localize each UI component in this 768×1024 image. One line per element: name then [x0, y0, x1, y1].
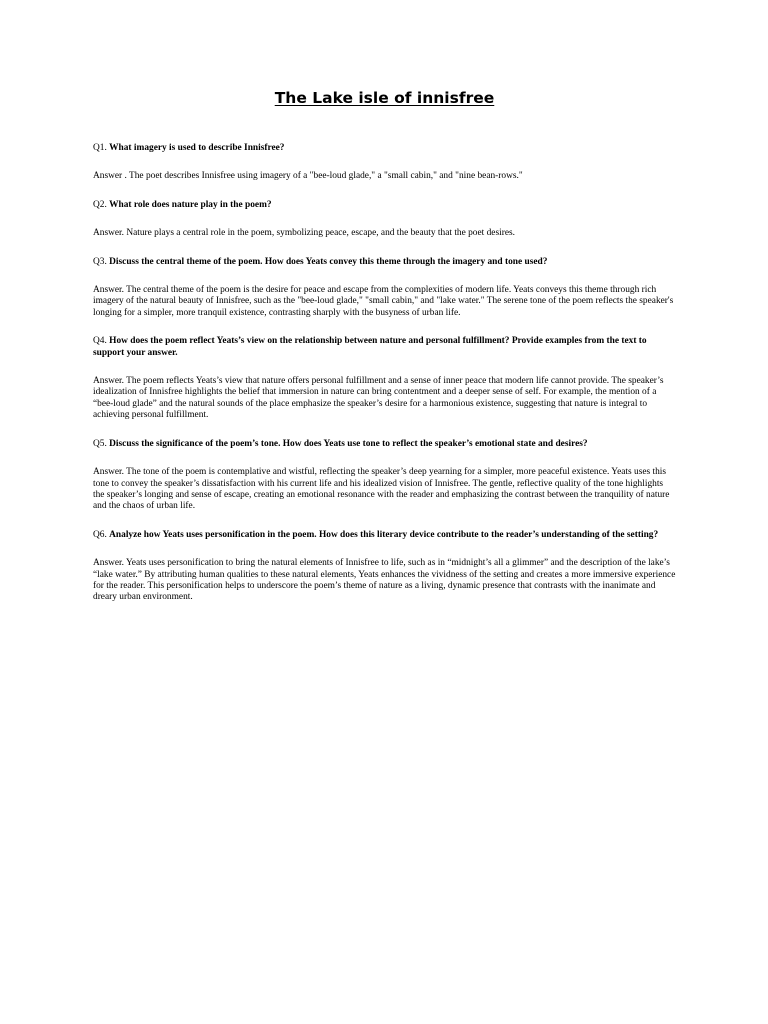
question — [93, 530, 676, 541]
qa-item-3 — [93, 257, 676, 320]
question-number: Q4. — [93, 336, 107, 347]
question — [93, 257, 676, 268]
answer-text: Answer. The poem reflects Yeats’s view that nature offers personal fulfillment and a sense of inner peace that modern life cannot provide. The speaker’s idealization of Innisfree highlights the belief that immersion in nature can bring contentment and a deeper sense of self. For example, the mention of a “bee-loud glade” and the natural sounds of the place emphasize the speaker’s desire for a harmonious existence, suggesting that nature is integral to achieving personal fulfillment. — [93, 376, 664, 421]
document-title — [93, 88, 676, 108]
question-text: What imagery is used to describe Innisfree? — [109, 143, 285, 153]
answer-text: Answer . The poet describes Innisfree using imagery of a "bee-loud glade," a "small cabin," and "nine bean-rows." — [93, 171, 523, 182]
qa-item-5 — [93, 439, 676, 513]
question-text: How does the poem reflect Yeats’s view on the relationship between nature and personal fulfillment? Provide examples from the text to support your answer. — [93, 336, 647, 358]
question-text: Discuss the significance of the poem’s tone. How does Yeats use tone to reflect the speaker’s emotional state and desires? — [109, 438, 588, 449]
question-text: What role does nature play in the poem? — [109, 199, 272, 210]
question — [93, 200, 676, 211]
question — [93, 143, 676, 154]
title-text: The Lake isle of innisfree — [274, 89, 495, 107]
qa-item-1 — [93, 143, 676, 183]
question-number: Q6. — [93, 529, 107, 540]
question-number: Q5. — [93, 438, 107, 449]
question — [93, 439, 676, 450]
question-number: Q2. — [93, 199, 107, 210]
question-number: Q3. — [93, 256, 107, 267]
question-number: Q1. — [93, 143, 107, 153]
qa-item-2 — [93, 200, 676, 240]
document-page — [93, 88, 676, 621]
qa-item-4 — [93, 336, 676, 421]
question — [93, 336, 676, 359]
question-text: Analyze how Yeats uses personification in the poem. How does this literary device contribute to the reader’s understanding of the setting? — [109, 529, 659, 540]
qa-item-6 — [93, 530, 676, 604]
answer-text: Answer. Nature plays a central role in the poem, symbolizing peace, escape, and the beauty that the poet desires. — [93, 228, 515, 239]
answer-text: Answer. The tone of the poem is contemplative and wistful, reflecting the speaker’s deep yearning for a simpler, more peaceful existence. Yeats uses this tone to convey the speaker’s dissatisfaction with his current life and his idealized vision of Innisfree. The gentle, reflective quality of the tone highlights the speaker’s longing and sense of escape, creating an emotional resonance with the reader and emphasizing the contrast between the tranquility of nature and the chaos of urban life. — [93, 467, 670, 512]
answer-text: Answer. Yeats uses personification to bring the natural elements of Innisfree to life, such as in “midnight’s all a glimmer” and the description of the lake’s “lake water.” By attributing human qualities to these natural elements, Yeats enhances the vividness of the setting and creates a more immersive experience for the reader. This personification helps to underscore the poem’s theme of nature as a living, dynamic presence that contrasts with the inanimate and dreary urban environment. — [93, 558, 676, 603]
answer-text: Answer. The central theme of the poem is the desire for peace and escape from the complexities of modern life. Yeats conveys this theme through rich imagery of the natural beauty of Innisfree, such as the "bee-loud glade," "small cabin," and "lake water." The serene tone of the poem reflects the speaker's longing for a simpler, more tranquil existence, contrasting sharply with the busyness of urban life. — [93, 285, 674, 318]
question-text: Discuss the central theme of the poem. How does Yeats convey this theme through the imagery and tone used? — [109, 256, 548, 267]
